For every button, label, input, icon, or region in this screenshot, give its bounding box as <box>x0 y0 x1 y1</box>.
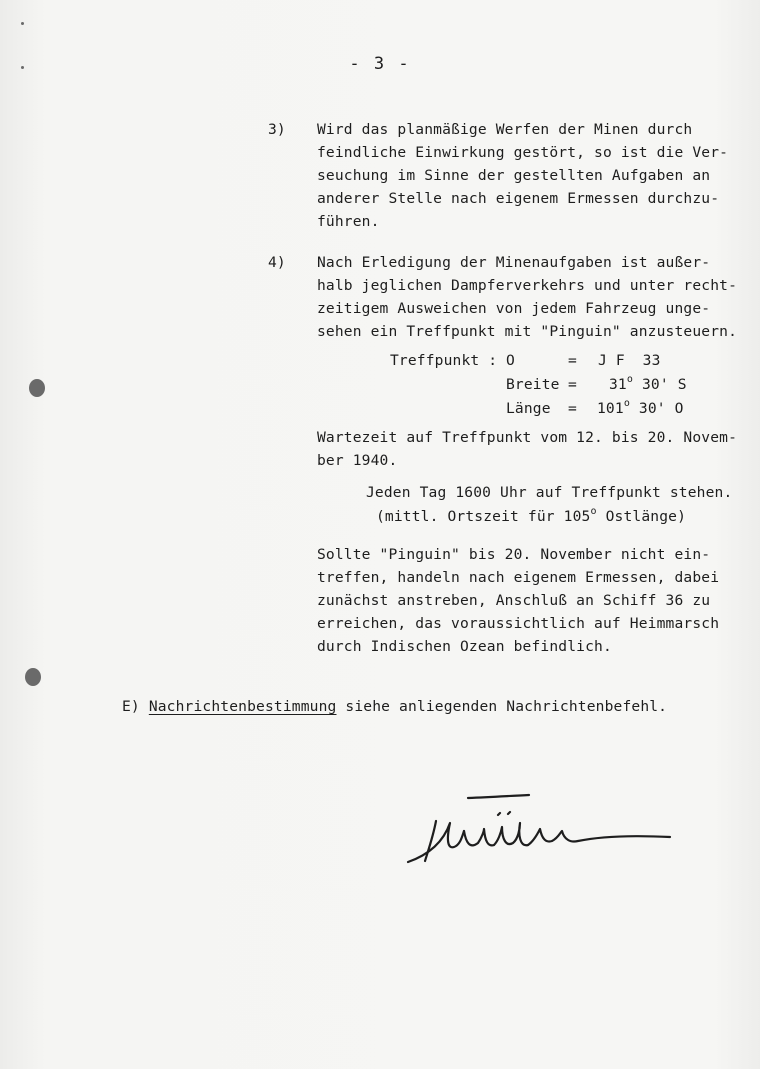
local-time-note-start: (mittl. Ortszeit für 105 <box>376 508 591 525</box>
degree-sign: o <box>623 398 630 409</box>
item-number-3: 3) <box>268 121 286 138</box>
meeting-point-symbol: O <box>506 352 515 369</box>
latitude-minutes: 30' S <box>641 376 687 393</box>
longitude-minutes: 30' O <box>638 400 684 417</box>
fallback-line: Sollte "Pinguin" bis 20. November nicht ein- <box>317 546 711 563</box>
item-4-line: sehen ein Treffpunkt mit "Pinguin" anzusteuern. <box>317 323 738 340</box>
section-e-text: siehe anliegenden Nachrichtenbefehl. <box>336 698 668 715</box>
latitude-equals: = <box>568 376 577 393</box>
item-3-line: führen. <box>317 213 380 230</box>
longitude-equals: = <box>568 400 577 417</box>
item-3-line: feindliche Einwirkung gestört, so ist die Ver- <box>317 144 729 161</box>
fallback-line: durch Indischen Ozean befindlich. <box>317 638 612 655</box>
item-number-4: 4) <box>268 254 286 271</box>
longitude-degrees: 101 <box>597 400 624 417</box>
fallback-line: zunächst anstreben, Anschluß an Schiff 36 zu <box>317 592 711 609</box>
meeting-point-label: Treffpunkt : <box>390 352 498 369</box>
fallback-line: erreichen, das voraussichtlich auf Heimmarsch <box>317 615 720 632</box>
fallback-line: treffen, handeln nach eigenem Ermessen, dabei <box>317 569 720 586</box>
degree-sign: o <box>626 374 634 385</box>
page-number: - 3 - <box>349 54 411 74</box>
daily-instruction: Jeden Tag 1600 Uhr auf Treffpunkt stehen. <box>366 484 733 501</box>
waiting-time-line: ber 1940. <box>317 452 398 469</box>
handwritten-signature <box>398 785 688 875</box>
punch-hole-upper <box>29 379 45 397</box>
item-3-line: Wird das planmäßige Werfen der Minen durch <box>317 121 693 138</box>
item-4-line: halb jeglichen Dampferverkehrs und unter recht- <box>317 277 738 294</box>
degree-sign: o <box>590 506 597 517</box>
item-3-line: anderer Stelle nach eigenem Ermessen durchzu- <box>317 190 720 207</box>
latitude-label: Breite <box>506 376 560 393</box>
punch-hole-lower <box>25 668 41 686</box>
local-time-note <box>376 505 686 528</box>
item-4-line: Nach Erledigung der Minenaufgaben ist außer- <box>317 254 711 271</box>
margin-speck <box>21 22 24 25</box>
latitude-degrees: 31 <box>609 376 627 393</box>
longitude-value <box>597 397 684 420</box>
waiting-time-paragraph <box>317 426 737 472</box>
waiting-time-line: Wartezeit auf Treffpunkt vom 12. bis 20. Novem- <box>317 429 738 446</box>
meeting-point-equals: = <box>568 352 577 369</box>
item-3-line: seuchung im Sinne der gestellten Aufgaben an <box>317 167 711 184</box>
local-time-note-end: Ostlänge) <box>596 508 687 525</box>
section-e <box>122 695 667 718</box>
item-4-line: zeitigem Ausweichen von jedem Fahrzeug unge- <box>317 300 711 317</box>
longitude-label: Länge <box>506 400 551 417</box>
meeting-point-code: J F 33 <box>598 352 661 369</box>
item-4-paragraph <box>317 251 737 343</box>
item-3-paragraph <box>317 118 728 233</box>
fallback-paragraph <box>317 543 719 658</box>
section-e-letter: E) <box>122 698 140 715</box>
section-e-heading: Nachrichtenbestimmung <box>148 698 337 715</box>
latitude-value <box>609 373 687 396</box>
